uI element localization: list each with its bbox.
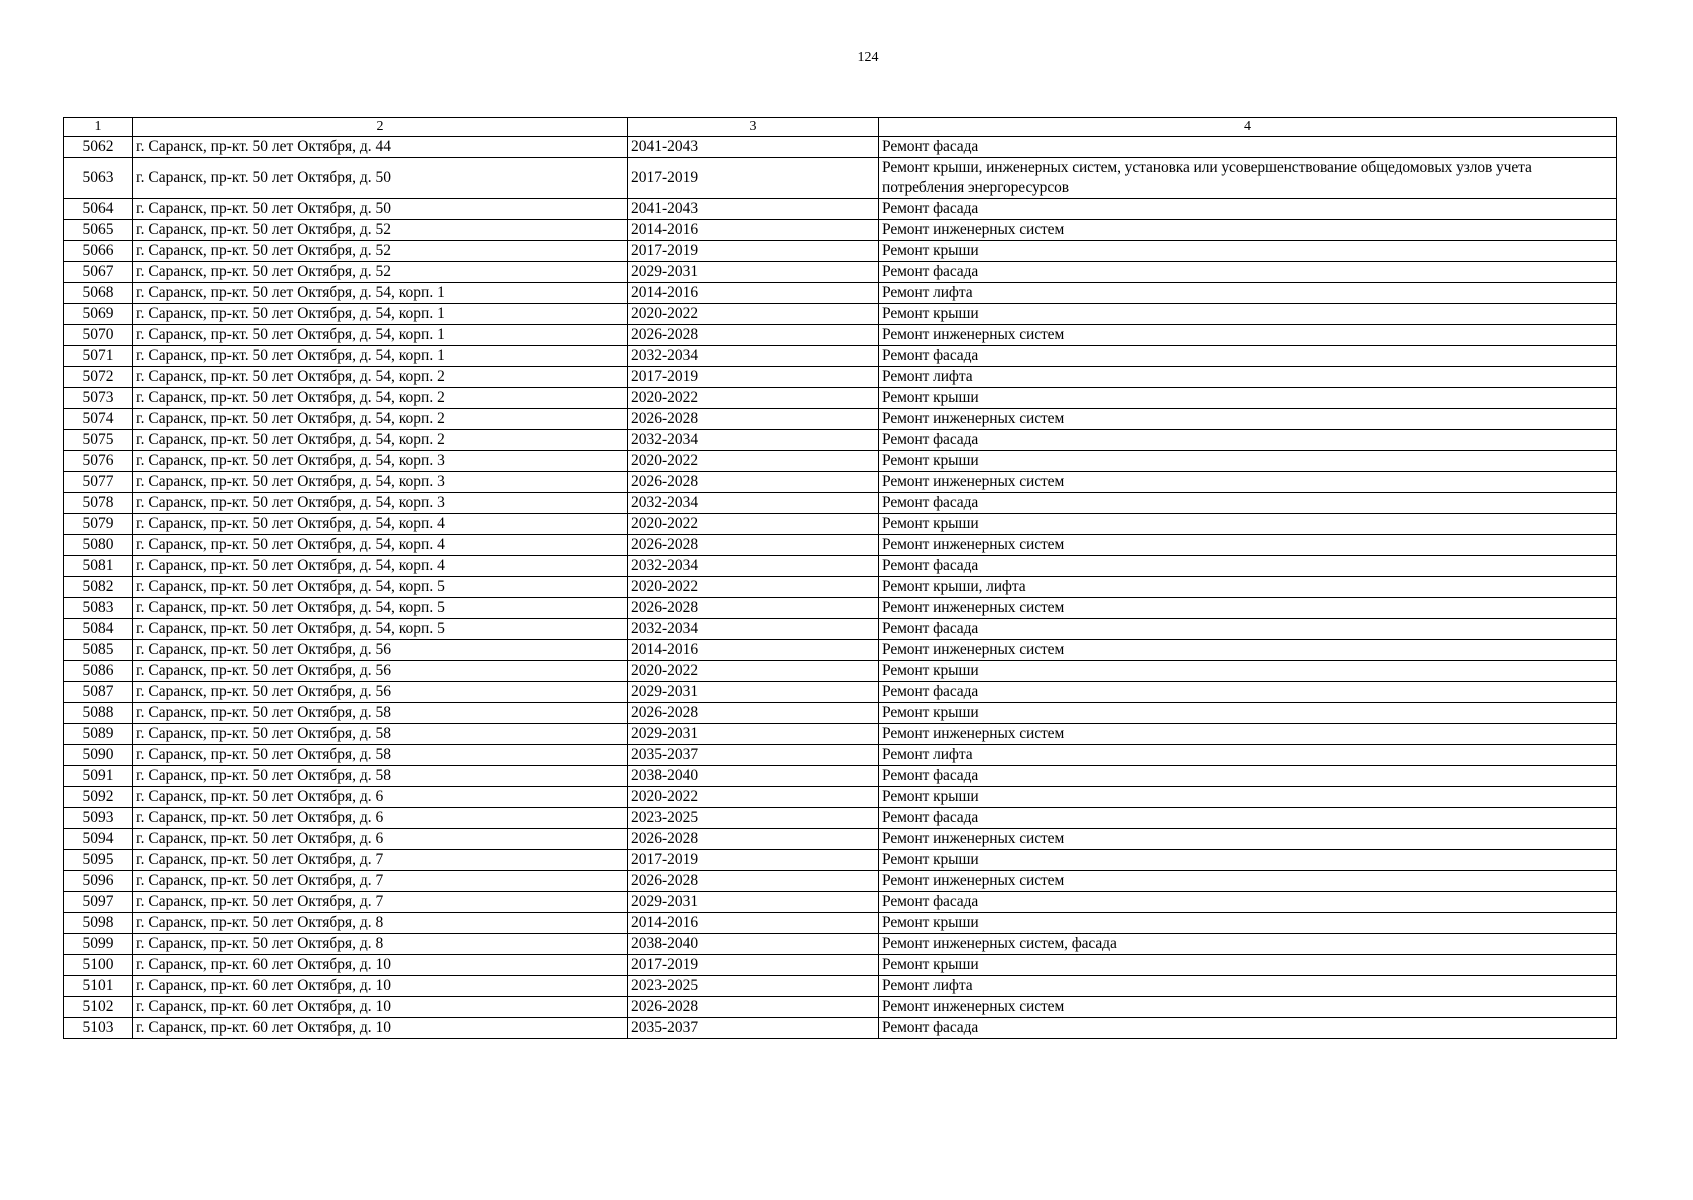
- cell-work-type: Ремонт инженерных систем: [879, 472, 1617, 493]
- cell-period: 2035-2037: [628, 745, 879, 766]
- cell-work-type: Ремонт крыши, лифта: [879, 577, 1617, 598]
- cell-period: 2026-2028: [628, 325, 879, 346]
- cell-work-type: Ремонт лифта: [879, 367, 1617, 388]
- register-table: [63, 117, 1617, 1039]
- table-row: [64, 158, 1617, 199]
- cell-period: 2020-2022: [628, 388, 879, 409]
- cell-period: 2032-2034: [628, 493, 879, 514]
- table-row: [64, 493, 1617, 514]
- cell-period: 2017-2019: [628, 158, 879, 199]
- table-row: [64, 304, 1617, 325]
- table-row: [64, 262, 1617, 283]
- table-row: [64, 892, 1617, 913]
- cell-period: 2026-2028: [628, 829, 879, 850]
- cell-row-number: 5063: [64, 158, 133, 199]
- cell-row-number: 5065: [64, 220, 133, 241]
- cell-address: г. Саранск, пр-кт. 50 лет Октября, д. 54, корп. 1: [133, 325, 628, 346]
- register-table-body: [64, 118, 1617, 1039]
- cell-row-number: 5069: [64, 304, 133, 325]
- cell-work-type: Ремонт инженерных систем: [879, 535, 1617, 556]
- table-row: [64, 199, 1617, 220]
- table-row: [64, 451, 1617, 472]
- table-row: [64, 241, 1617, 262]
- cell-period: 2029-2031: [628, 724, 879, 745]
- cell-period: 2026-2028: [628, 472, 879, 493]
- header-cell-1: 1: [64, 118, 133, 137]
- cell-row-number: 5080: [64, 535, 133, 556]
- header-cell-2: 2: [133, 118, 628, 137]
- cell-row-number: 5103: [64, 1018, 133, 1039]
- table-row: [64, 283, 1617, 304]
- cell-work-type: Ремонт крыши, инженерных систем, установка или усовершенствование общедомовых узлов учета потребления энергоресурсов: [879, 158, 1617, 199]
- cell-work-type: Ремонт фасада: [879, 1018, 1617, 1039]
- cell-row-number: 5093: [64, 808, 133, 829]
- table-row: [64, 346, 1617, 367]
- table-row: [64, 976, 1617, 997]
- cell-period: 2020-2022: [628, 661, 879, 682]
- cell-row-number: 5074: [64, 409, 133, 430]
- table-row: [64, 745, 1617, 766]
- table-row: [64, 934, 1617, 955]
- cell-address: г. Саранск, пр-кт. 50 лет Октября, д. 54, корп. 5: [133, 619, 628, 640]
- cell-row-number: 5076: [64, 451, 133, 472]
- cell-work-type: Ремонт фасада: [879, 766, 1617, 787]
- cell-row-number: 5077: [64, 472, 133, 493]
- cell-row-number: 5096: [64, 871, 133, 892]
- cell-work-type: Ремонт фасада: [879, 262, 1617, 283]
- cell-row-number: 5097: [64, 892, 133, 913]
- cell-period: 2026-2028: [628, 409, 879, 430]
- table-row: [64, 514, 1617, 535]
- cell-row-number: 5085: [64, 640, 133, 661]
- cell-address: г. Саранск, пр-кт. 50 лет Октября, д. 54, корп. 2: [133, 367, 628, 388]
- cell-row-number: 5064: [64, 199, 133, 220]
- table-row: [64, 640, 1617, 661]
- table-row: [64, 619, 1617, 640]
- cell-period: 2020-2022: [628, 577, 879, 598]
- cell-row-number: 5068: [64, 283, 133, 304]
- cell-period: 2032-2034: [628, 619, 879, 640]
- cell-row-number: 5073: [64, 388, 133, 409]
- cell-row-number: 5100: [64, 955, 133, 976]
- table-row: [64, 367, 1617, 388]
- cell-address: г. Саранск, пр-кт. 50 лет Октября, д. 56: [133, 682, 628, 703]
- cell-work-type: Ремонт фасада: [879, 137, 1617, 158]
- cell-period: 2038-2040: [628, 934, 879, 955]
- table-row: [64, 997, 1617, 1018]
- table-row: [64, 661, 1617, 682]
- cell-address: г. Саранск, пр-кт. 50 лет Октября, д. 54, корп. 5: [133, 598, 628, 619]
- cell-period: 2026-2028: [628, 535, 879, 556]
- cell-address: г. Саранск, пр-кт. 50 лет Октября, д. 54, корп. 1: [133, 283, 628, 304]
- cell-row-number: 5101: [64, 976, 133, 997]
- cell-address: г. Саранск, пр-кт. 50 лет Октября, д. 56: [133, 661, 628, 682]
- cell-address: г. Саранск, пр-кт. 50 лет Октября, д. 7: [133, 892, 628, 913]
- table-row: [64, 703, 1617, 724]
- cell-period: 2020-2022: [628, 304, 879, 325]
- table-row: [64, 556, 1617, 577]
- cell-row-number: 5062: [64, 137, 133, 158]
- cell-address: г. Саранск, пр-кт. 50 лет Октября, д. 52: [133, 262, 628, 283]
- table-row: [64, 766, 1617, 787]
- cell-row-number: 5078: [64, 493, 133, 514]
- cell-address: г. Саранск, пр-кт. 50 лет Октября, д. 6: [133, 829, 628, 850]
- header-cell-3: 3: [628, 118, 879, 137]
- page-number: 124: [857, 50, 879, 65]
- cell-work-type: Ремонт фасада: [879, 619, 1617, 640]
- cell-period: 2014-2016: [628, 220, 879, 241]
- cell-period: 2023-2025: [628, 808, 879, 829]
- cell-row-number: 5090: [64, 745, 133, 766]
- cell-address: г. Саранск, пр-кт. 50 лет Октября, д. 54, корп. 3: [133, 493, 628, 514]
- table-row: [64, 430, 1617, 451]
- table-row: [64, 913, 1617, 934]
- cell-address: г. Саранск, пр-кт. 50 лет Октября, д. 8: [133, 913, 628, 934]
- cell-row-number: 5066: [64, 241, 133, 262]
- cell-period: 2020-2022: [628, 787, 879, 808]
- cell-address: г. Саранск, пр-кт. 50 лет Октября, д. 56: [133, 640, 628, 661]
- cell-row-number: 5092: [64, 787, 133, 808]
- cell-row-number: 5081: [64, 556, 133, 577]
- cell-work-type: Ремонт фасада: [879, 682, 1617, 703]
- table-row: [64, 787, 1617, 808]
- cell-period: 2041-2043: [628, 137, 879, 158]
- cell-row-number: 5072: [64, 367, 133, 388]
- cell-work-type: Ремонт инженерных систем: [879, 724, 1617, 745]
- cell-work-type: Ремонт крыши: [879, 850, 1617, 871]
- cell-address: г. Саранск, пр-кт. 50 лет Октября, д. 54, корп. 1: [133, 304, 628, 325]
- cell-period: 2023-2025: [628, 976, 879, 997]
- cell-work-type: Ремонт крыши: [879, 451, 1617, 472]
- cell-address: г. Саранск, пр-кт. 50 лет Октября, д. 54, корп. 4: [133, 514, 628, 535]
- cell-work-type: Ремонт инженерных систем, фасада: [879, 934, 1617, 955]
- cell-work-type: Ремонт инженерных систем: [879, 409, 1617, 430]
- cell-work-type: Ремонт инженерных систем: [879, 997, 1617, 1018]
- cell-period: 2041-2043: [628, 199, 879, 220]
- cell-address: г. Саранск, пр-кт. 50 лет Октября, д. 52: [133, 241, 628, 262]
- cell-row-number: 5089: [64, 724, 133, 745]
- cell-period: 2020-2022: [628, 514, 879, 535]
- cell-row-number: 5088: [64, 703, 133, 724]
- cell-work-type: Ремонт лифта: [879, 283, 1617, 304]
- cell-row-number: 5094: [64, 829, 133, 850]
- cell-row-number: 5070: [64, 325, 133, 346]
- cell-row-number: 5086: [64, 661, 133, 682]
- cell-period: 2029-2031: [628, 892, 879, 913]
- cell-period: 2017-2019: [628, 850, 879, 871]
- cell-address: г. Саранск, пр-кт. 50 лет Октября, д. 44: [133, 137, 628, 158]
- cell-address: г. Саранск, пр-кт. 50 лет Октября, д. 58: [133, 724, 628, 745]
- cell-work-type: Ремонт крыши: [879, 787, 1617, 808]
- table-row: [64, 137, 1617, 158]
- cell-address: г. Саранск, пр-кт. 50 лет Октября, д. 54, корп. 4: [133, 556, 628, 577]
- table-row: [64, 871, 1617, 892]
- cell-address: г. Саранск, пр-кт. 50 лет Октября, д. 54, корп. 4: [133, 535, 628, 556]
- cell-address: г. Саранск, пр-кт. 50 лет Октября, д. 54, корп. 1: [133, 346, 628, 367]
- cell-address: г. Саранск, пр-кт. 60 лет Октября, д. 10: [133, 1018, 628, 1039]
- cell-address: г. Саранск, пр-кт. 50 лет Октября, д. 58: [133, 766, 628, 787]
- cell-work-type: Ремонт крыши: [879, 304, 1617, 325]
- cell-address: г. Саранск, пр-кт. 60 лет Октября, д. 10: [133, 997, 628, 1018]
- cell-work-type: Ремонт фасада: [879, 892, 1617, 913]
- cell-work-type: Ремонт крыши: [879, 661, 1617, 682]
- cell-row-number: 5075: [64, 430, 133, 451]
- cell-work-type: Ремонт инженерных систем: [879, 829, 1617, 850]
- table-row: [64, 808, 1617, 829]
- cell-work-type: Ремонт фасада: [879, 199, 1617, 220]
- cell-work-type: Ремонт фасада: [879, 346, 1617, 367]
- cell-period: 2017-2019: [628, 367, 879, 388]
- cell-address: г. Саранск, пр-кт. 50 лет Октября, д. 58: [133, 703, 628, 724]
- cell-address: г. Саранск, пр-кт. 50 лет Октября, д. 6: [133, 787, 628, 808]
- cell-period: 2032-2034: [628, 346, 879, 367]
- cell-address: г. Саранск, пр-кт. 50 лет Октября, д. 8: [133, 934, 628, 955]
- cell-work-type: Ремонт фасада: [879, 808, 1617, 829]
- cell-period: 2035-2037: [628, 1018, 879, 1039]
- cell-work-type: Ремонт инженерных систем: [879, 871, 1617, 892]
- table-header-row: [64, 118, 1617, 137]
- table-row: [64, 325, 1617, 346]
- table-row: [64, 829, 1617, 850]
- cell-row-number: 5098: [64, 913, 133, 934]
- table-row: [64, 598, 1617, 619]
- cell-period: 2026-2028: [628, 997, 879, 1018]
- cell-period: 2014-2016: [628, 640, 879, 661]
- cell-row-number: 5071: [64, 346, 133, 367]
- cell-work-type: Ремонт инженерных систем: [879, 640, 1617, 661]
- cell-address: г. Саранск, пр-кт. 60 лет Октября, д. 10: [133, 955, 628, 976]
- cell-row-number: 5084: [64, 619, 133, 640]
- cell-work-type: Ремонт фасада: [879, 493, 1617, 514]
- cell-work-type: Ремонт крыши: [879, 241, 1617, 262]
- cell-work-type: Ремонт крыши: [879, 388, 1617, 409]
- table-row: [64, 1018, 1617, 1039]
- cell-period: 2029-2031: [628, 682, 879, 703]
- cell-address: г. Саранск, пр-кт. 50 лет Октября, д. 58: [133, 745, 628, 766]
- cell-address: г. Саранск, пр-кт. 50 лет Октября, д. 50: [133, 199, 628, 220]
- cell-work-type: Ремонт лифта: [879, 745, 1617, 766]
- cell-period: 2017-2019: [628, 241, 879, 262]
- cell-address: г. Саранск, пр-кт. 50 лет Октября, д. 54, корп. 5: [133, 577, 628, 598]
- cell-period: 2020-2022: [628, 451, 879, 472]
- table-row: [64, 955, 1617, 976]
- cell-period: 2029-2031: [628, 262, 879, 283]
- cell-work-type: Ремонт инженерных систем: [879, 325, 1617, 346]
- cell-work-type: Ремонт крыши: [879, 913, 1617, 934]
- cell-address: г. Саранск, пр-кт. 50 лет Октября, д. 54, корп. 2: [133, 388, 628, 409]
- table-row: [64, 850, 1617, 871]
- cell-address: г. Саранск, пр-кт. 50 лет Октября, д. 54, корп. 2: [133, 409, 628, 430]
- cell-row-number: 5083: [64, 598, 133, 619]
- table-row: [64, 472, 1617, 493]
- cell-period: 2014-2016: [628, 913, 879, 934]
- cell-period: 2026-2028: [628, 703, 879, 724]
- table-row: [64, 535, 1617, 556]
- table-row: [64, 724, 1617, 745]
- cell-period: 2032-2034: [628, 430, 879, 451]
- cell-work-type: Ремонт крыши: [879, 514, 1617, 535]
- cell-work-type: Ремонт крыши: [879, 703, 1617, 724]
- cell-address: г. Саранск, пр-кт. 50 лет Октября, д. 54, корп. 2: [133, 430, 628, 451]
- cell-row-number: 5067: [64, 262, 133, 283]
- cell-address: г. Саранск, пр-кт. 50 лет Октября, д. 54, корп. 3: [133, 472, 628, 493]
- table-row: [64, 220, 1617, 241]
- table-row: [64, 388, 1617, 409]
- cell-work-type: Ремонт лифта: [879, 976, 1617, 997]
- cell-row-number: 5102: [64, 997, 133, 1018]
- cell-address: г. Саранск, пр-кт. 50 лет Октября, д. 54, корп. 3: [133, 451, 628, 472]
- cell-row-number: 5091: [64, 766, 133, 787]
- cell-row-number: 5082: [64, 577, 133, 598]
- cell-period: 2038-2040: [628, 766, 879, 787]
- cell-work-type: Ремонт фасада: [879, 556, 1617, 577]
- cell-period: 2014-2016: [628, 283, 879, 304]
- cell-address: г. Саранск, пр-кт. 50 лет Октября, д. 6: [133, 808, 628, 829]
- table-row: [64, 409, 1617, 430]
- cell-address: г. Саранск, пр-кт. 50 лет Октября, д. 52: [133, 220, 628, 241]
- cell-row-number: 5099: [64, 934, 133, 955]
- cell-work-type: Ремонт крыши: [879, 955, 1617, 976]
- cell-row-number: 5087: [64, 682, 133, 703]
- cell-period: 2032-2034: [628, 556, 879, 577]
- cell-work-type: Ремонт инженерных систем: [879, 598, 1617, 619]
- table-row: [64, 577, 1617, 598]
- cell-address: г. Саранск, пр-кт. 50 лет Октября, д. 50: [133, 158, 628, 199]
- header-cell-4: 4: [879, 118, 1617, 137]
- cell-address: г. Саранск, пр-кт. 60 лет Октября, д. 10: [133, 976, 628, 997]
- cell-address: г. Саранск, пр-кт. 50 лет Октября, д. 7: [133, 850, 628, 871]
- cell-period: 2026-2028: [628, 871, 879, 892]
- cell-address: г. Саранск, пр-кт. 50 лет Октября, д. 7: [133, 871, 628, 892]
- cell-period: 2026-2028: [628, 598, 879, 619]
- table-row: [64, 682, 1617, 703]
- cell-period: 2017-2019: [628, 955, 879, 976]
- cell-row-number: 5095: [64, 850, 133, 871]
- cell-row-number: 5079: [64, 514, 133, 535]
- cell-work-type: Ремонт фасада: [879, 430, 1617, 451]
- cell-work-type: Ремонт инженерных систем: [879, 220, 1617, 241]
